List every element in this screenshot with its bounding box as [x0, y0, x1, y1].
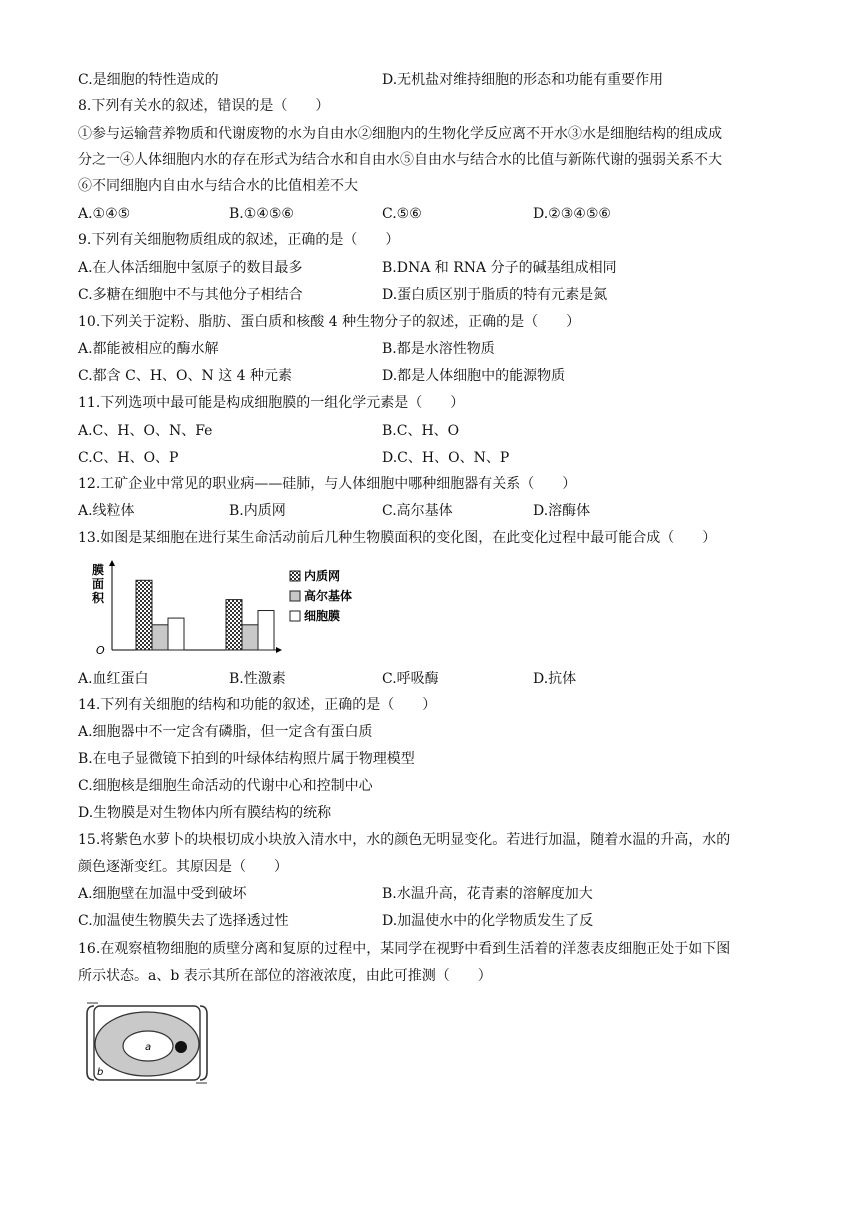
label-b: b: [97, 1067, 104, 1078]
plasmolysis-cell-diagram: [84, 1000, 210, 1086]
q10-option-a: A.都能被相应的酶水解: [78, 341, 219, 357]
bar-高尔基体-1: [152, 625, 168, 650]
q12-stem: 12.工矿企业中常见的职业病——硅肺，与人体细胞中哪种细胞器有关系（ ）: [78, 476, 577, 492]
chart-ylabel-char-1: 膜: [92, 563, 105, 577]
nucleus: [175, 1041, 187, 1053]
q9-option-d: D.蛋白质区别于脂质的特有元素是氮: [382, 287, 608, 303]
q15-option-b: B.水温升高，花青素的溶解度加大: [382, 886, 593, 902]
legend-swatch-细胞膜: [290, 611, 300, 621]
bar-细胞膜-1: [168, 618, 184, 650]
q16-stem-line1: 16.在观察植物细胞的质壁分离和复原的过程中，某同学在视野中看到生活着的洋葱表皮细胞正处于如下图: [78, 941, 731, 957]
legend-swatch-内质网: [290, 571, 300, 581]
q8-stem: 8.下列有关水的叙述，错误的是（ ）: [78, 98, 330, 114]
q15-stem-line1: 15.将紫色水萝卜的块根切成小块放入清水中，水的颜色无明显变化。若进行加温，随着水温的升高，水的: [78, 832, 731, 848]
q11-option-b: B.C、H、O: [382, 423, 460, 439]
q11-option-c: C.C、H、O、P: [78, 450, 179, 466]
q13-stem: 13.如图是某细胞在进行某生命活动前后几种生物膜面积的变化图，在此变化过程中最可能合成（ ）: [78, 530, 717, 546]
q10-option-b: B.都是水溶性物质: [382, 341, 495, 357]
q15-option-c: C.加温使生物膜失去了选择透过性: [78, 913, 289, 929]
legend-swatch-高尔基体: [290, 591, 300, 601]
q9-option-b: B.DNA 和 RNA 分子的碱基组成相同: [382, 260, 617, 276]
q15-option-a: A.细胞壁在加温中受到破坏: [78, 886, 247, 902]
q15-stem-line2: 颜色逐渐变红。其原因是（ ）: [78, 859, 288, 875]
q8-option-c: C.⑤⑥: [382, 206, 422, 222]
q8-option-d: D.②③④⑤⑥: [533, 206, 611, 222]
q14-option-d: D.生物膜是对生物体内所有膜结构的统称: [78, 805, 332, 821]
chart-legend: [290, 568, 352, 623]
membrane-area-bar-chart: [84, 560, 374, 660]
q14-stem: 14.下列有关细胞的结构和功能的叙述，正确的是（ ）: [78, 697, 437, 713]
chart-y-axis-arrow: [109, 560, 115, 566]
cell-wall-right: [200, 1006, 207, 1080]
q13-option-a: A.血红蛋白: [78, 671, 149, 687]
q13-option-b: B.性激素: [229, 671, 286, 687]
q14-option-a: A.细胞器中不一定含有磷脂，但一定含有蛋白质: [78, 724, 373, 740]
q12-option-a: A.线粒体: [78, 503, 135, 519]
chart-ylabel-char-3: 积: [92, 591, 105, 605]
q9-option-a: A.在人体活细胞中氢原子的数目最多: [78, 260, 303, 276]
bar-高尔基体-2: [242, 625, 258, 650]
q12-option-b: B.内质网: [229, 503, 286, 519]
chart-x-axis-arrow: [276, 647, 282, 653]
q12-option-d: D.溶酶体: [533, 503, 591, 519]
legend-label-细胞膜: 细胞膜: [304, 609, 341, 623]
cell-wall-left: [87, 1006, 94, 1080]
q12-option-c: C.高尔基体: [382, 503, 453, 519]
q8-statement-line3: ⑥不同细胞内自由水与结合水的比值相差不大: [78, 178, 358, 194]
q11-stem: 11.下列选项中最可能是构成细胞膜的一组化学元素是（ ）: [78, 395, 465, 411]
bar-内质网-1: [136, 580, 152, 650]
q9-stem: 9.下列有关细胞物质组成的叙述，正确的是（ ）: [78, 232, 400, 248]
q13-option-d: D.抗体: [533, 671, 577, 687]
legend-label-高尔基体: 高尔基体: [304, 589, 353, 603]
q14-option-b: B.在电子显微镜下拍到的叶绿体结构照片属于物理模型: [78, 751, 415, 767]
q8-option-a: A.①④⑤: [78, 206, 131, 222]
q7-option-c: C.是细胞的特性造成的: [78, 72, 219, 88]
chart-origin-label: O: [96, 644, 105, 657]
q11-option-d: D.C、H、O、N、P: [382, 450, 510, 466]
q15-option-d: D.加温使水中的化学物质发生了反: [382, 913, 594, 929]
q8-statement-line2: 分之一④人体细胞内水的存在形式为结合水和自由水⑤自由水与结合水的比值与新陈代谢的强弱关系不大: [78, 152, 722, 168]
q7-option-d: D.无机盐对维持细胞的形态和功能有重要作用: [382, 72, 664, 88]
q10-stem: 10.下列关于淀粉、脂肪、蛋白质和核酸 4 种生物分子的叙述，正确的是（ ）: [78, 314, 581, 330]
q8-option-b: B.①④⑤⑥: [229, 206, 294, 222]
label-a: a: [145, 1042, 152, 1053]
bar-细胞膜-2: [258, 611, 274, 650]
chart-ylabel-char-2: 面: [92, 577, 105, 591]
q13-option-c: C.呼吸酶: [382, 671, 439, 687]
q14-option-c: C.细胞核是细胞生命活动的代谢中心和控制中心: [78, 778, 373, 794]
q10-option-c: C.都含 C、H、O、N 这 4 种元素: [78, 368, 293, 384]
q8-statement-line1: ①参与运输营养物质和代谢废物的水为自由水②细胞内的生物化学反应离不开水③水是细胞结构的组成成: [78, 126, 722, 142]
q10-option-d: D.都是人体细胞中的能源物质: [382, 368, 566, 384]
q9-option-c: C.多糖在细胞中不与其他分子相结合: [78, 287, 303, 303]
q11-option-a: A.C、H、O、N、Fe: [78, 423, 213, 439]
bar-内质网-2: [226, 600, 242, 650]
legend-label-内质网: 内质网: [304, 569, 341, 583]
chart-bars: [136, 580, 274, 650]
q16-stem-line2: 所示状态。a、b 表示其所在部位的溶液浓度，由此可推测（ ）: [78, 968, 492, 984]
